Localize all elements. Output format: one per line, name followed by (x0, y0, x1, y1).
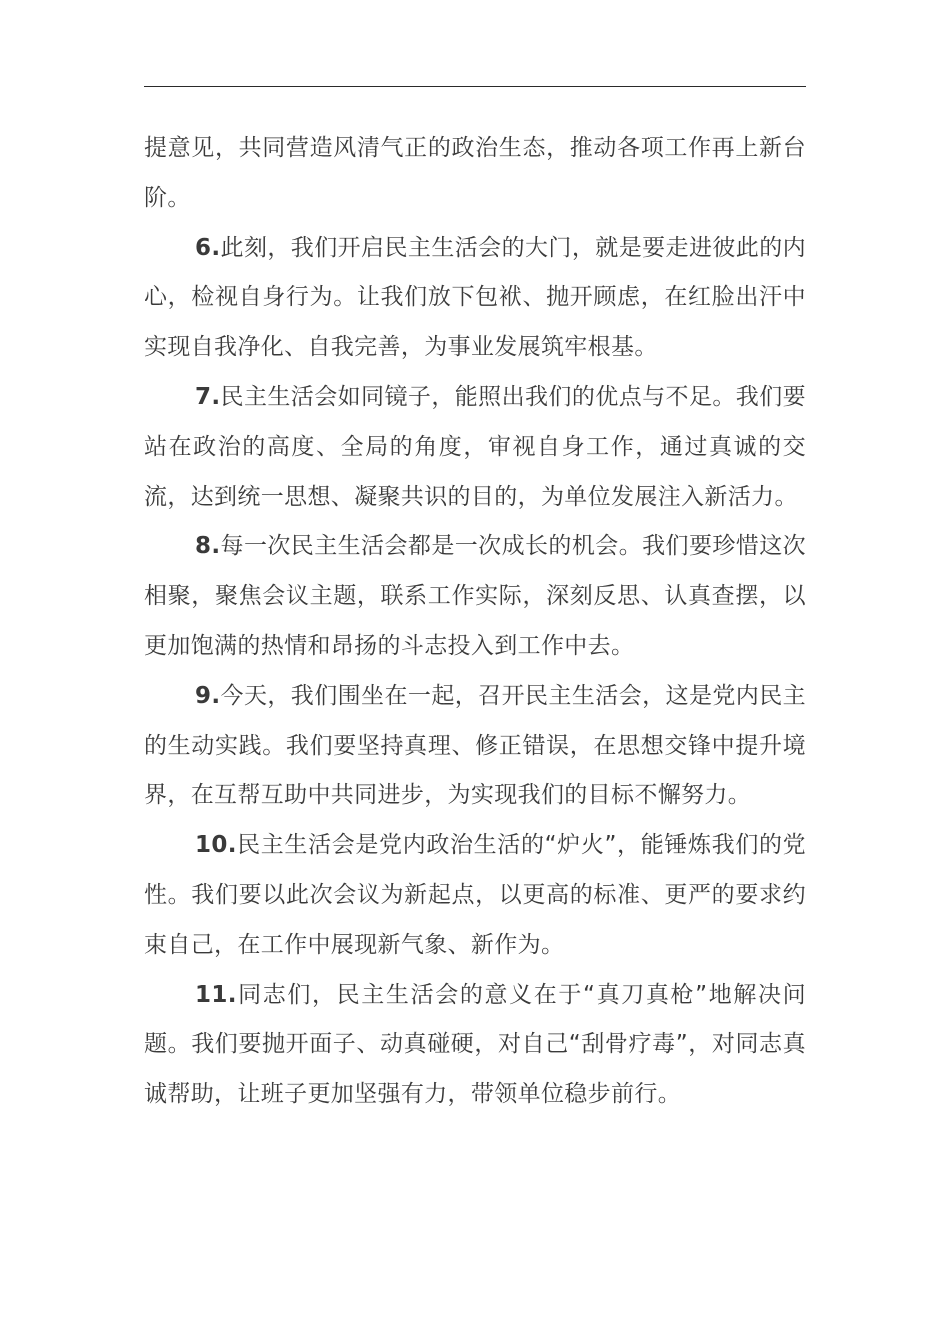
paragraph-text: 此刻，我们开启民主生活会的大门，就是要走进彼此的内心，检视自身行为。让我们放下包袱、抛开顾虑，在红脸出汗中实现自我净化、自我完善，为事业发展筑牢根基。 (144, 234, 806, 361)
paragraph-number: 9. (195, 682, 221, 709)
numbered-paragraph (144, 373, 806, 522)
paragraph-number: 10. (195, 832, 237, 859)
paragraph-number: 6. (195, 234, 221, 261)
paragraph-number: 11. (195, 981, 237, 1008)
numbered-paragraph (144, 522, 806, 671)
paragraph-text: 今天，我们围坐在一起，召开民主生活会，这是党内民主的生动实践。我们要坚持真理、修正错误，在思想交锋中提升境界，在互帮互助中共同进步，为实现我们的目标不懈努力。 (144, 682, 806, 809)
paragraph-text: 民主生活会如同镜子，能照出我们的优点与不足。我们要站在政治的高度、全局的角度，审视自身工作，通过真诚的交流，达到统一思想、凝聚共识的目的，为单位发展注入新活力。 (144, 383, 806, 510)
numbered-paragraph (144, 672, 806, 821)
paragraph-number: 8. (195, 533, 221, 560)
numbered-paragraph (144, 821, 806, 970)
paragraph-number: 7. (195, 383, 221, 410)
paragraph-text: 每一次民主生活会都是一次成长的机会。我们要珍惜这次相聚，聚焦会议主题，联系工作实际，深刻反思、认真查摆，以更加饱满的热情和昂扬的斗志投入到工作中去。 (144, 533, 806, 659)
numbered-paragraph (144, 224, 806, 373)
paragraph-text: 民主生活会是党内政治生活的“炉火”，能锤炼我们的党性。我们要以此次会议为新起点，以更高的标准、更严的要求约束自己，在工作中展现新气象、新作为。 (144, 832, 806, 958)
document-body (144, 124, 806, 1120)
paragraph-text: 同志们，民主生活会的意义在于“真刀真枪”地解决问题。我们要抛开面子、动真碰硬，对自己“刮骨疗毒”，对同志真诚帮助，让班子更加坚强有力，带领单位稳步前行。 (144, 981, 806, 1108)
paragraph-text: 提意见，共同营造风清气正的政治生态，推动各项工作再上新台阶。 (144, 135, 806, 211)
header-rule (144, 86, 806, 87)
paragraph-continuation (144, 124, 806, 224)
numbered-paragraph (144, 971, 806, 1120)
